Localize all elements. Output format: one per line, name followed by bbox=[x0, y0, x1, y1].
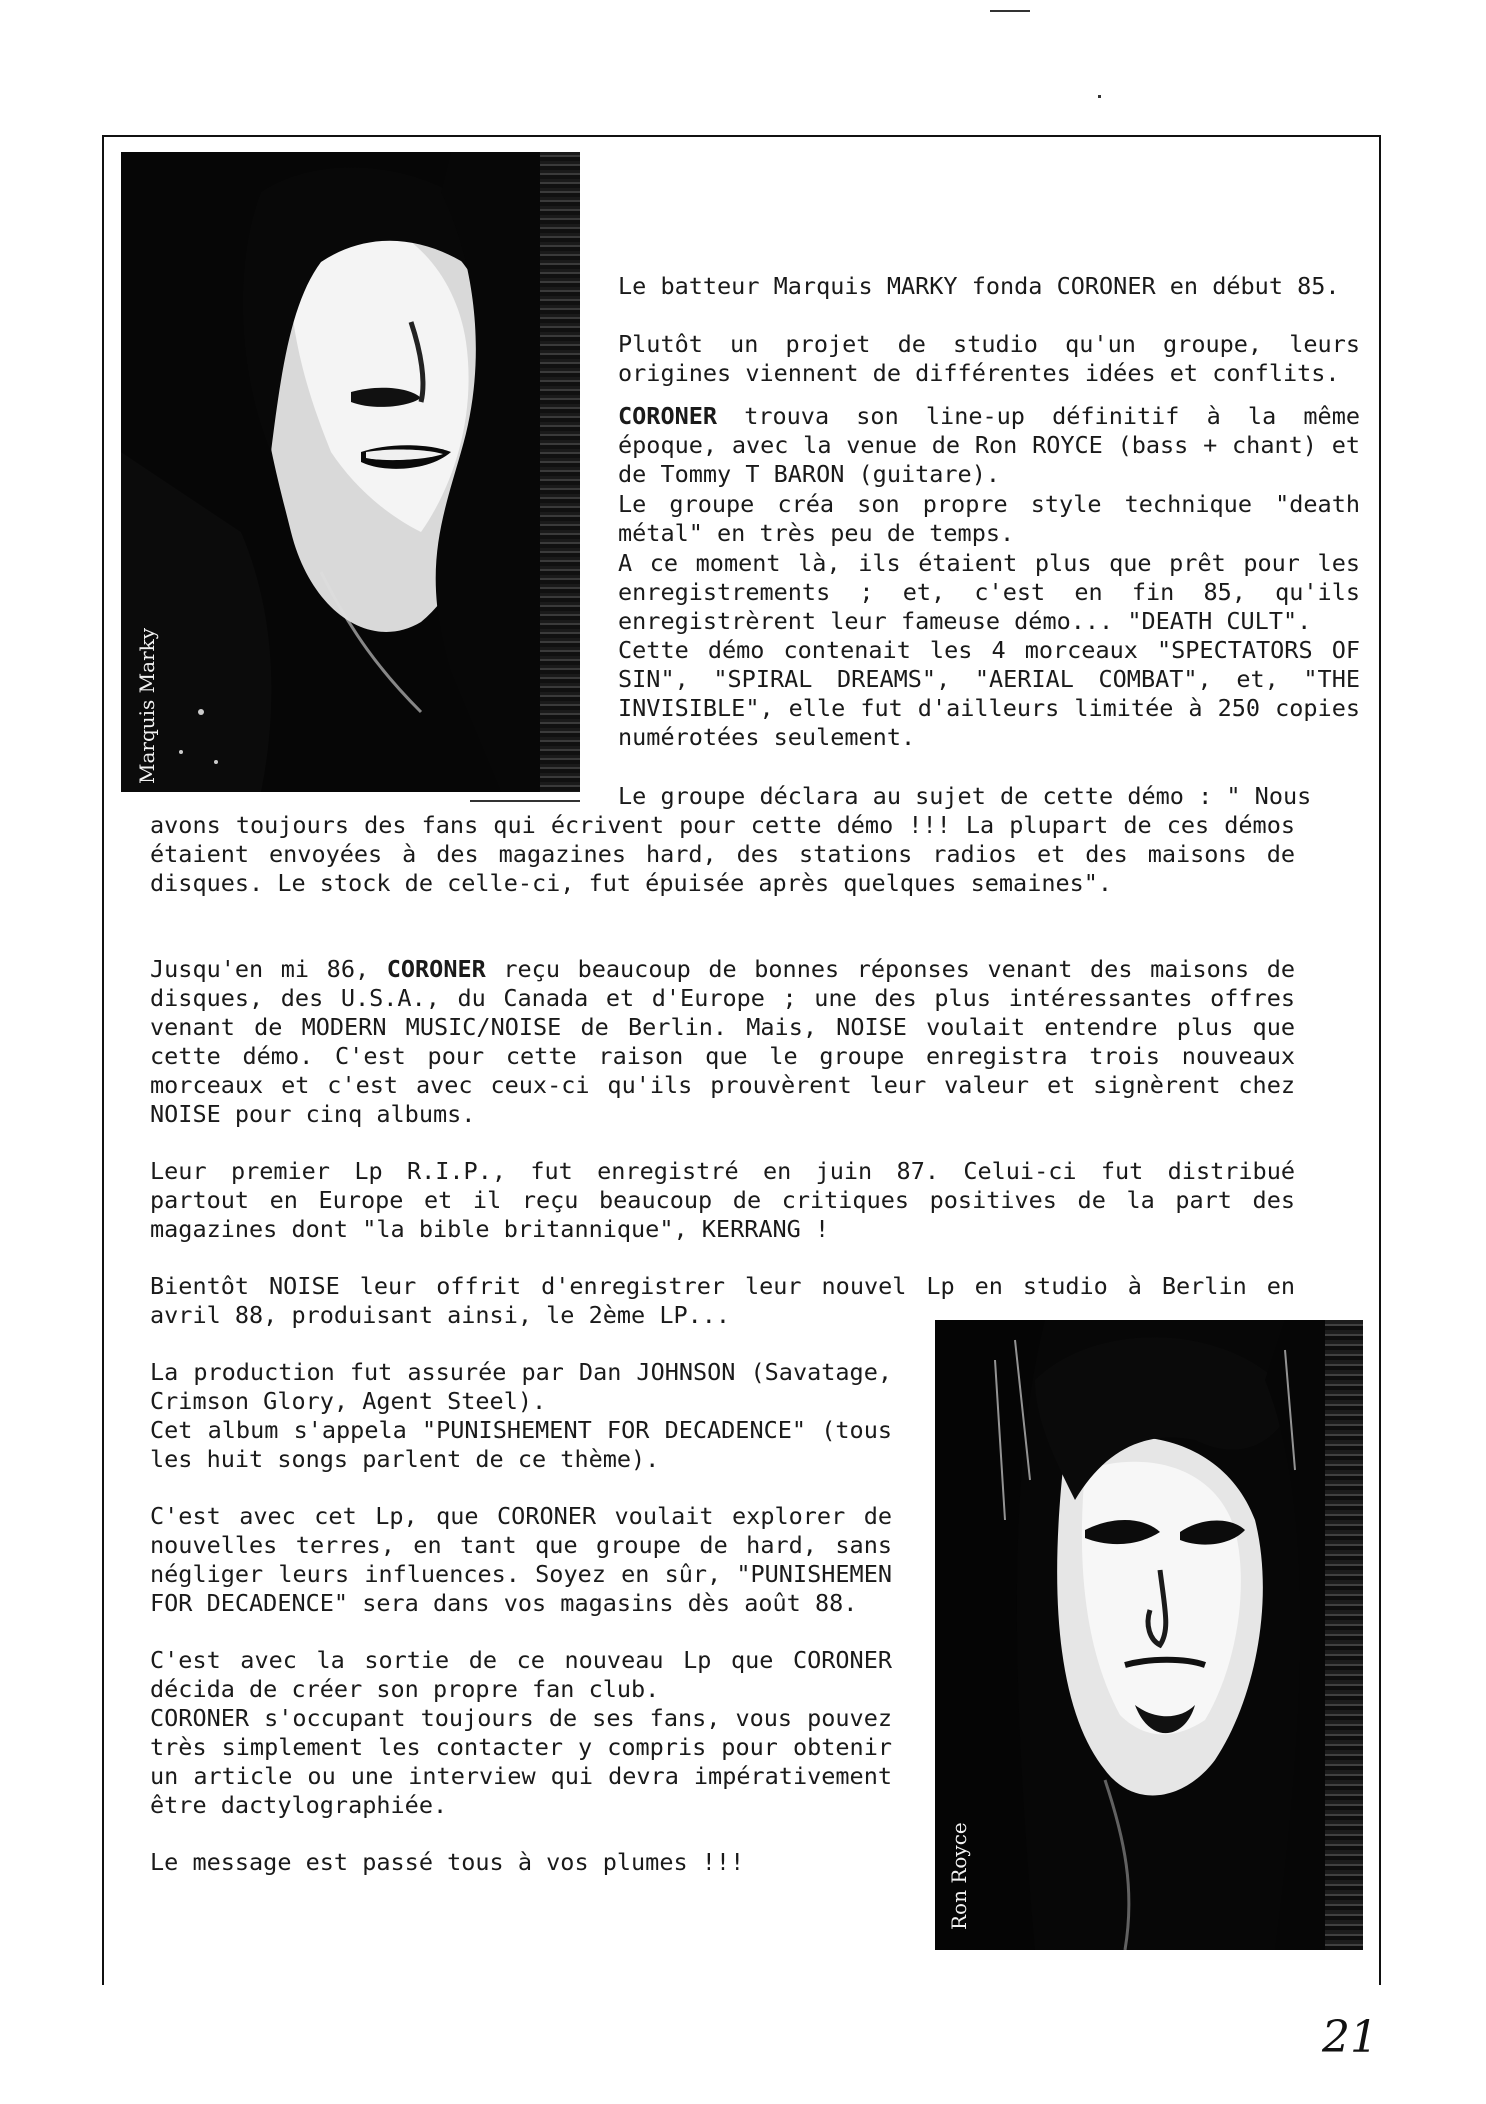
paragraph-quote-start: Le groupe déclara au sujet de cette démo : " Nous bbox=[618, 782, 1312, 810]
band-name-2: CORONER bbox=[386, 955, 486, 983]
paragraph-contact: CORONER s'occupant toujours de ses fans, vous pouvez très simplement les contacter y compris pour obtenir un article ou une interview qui devra impérativement être dactylographiée. bbox=[150, 1704, 892, 1819]
paragraph-second-lp: Bientôt NOISE leur offrit d'enregistrer leur nouvel Lp en studio à Berlin en avril 88, produisant ainsi, le 2ème LP... bbox=[150, 1272, 1295, 1329]
paragraph-demo: A ce moment là, ils étaient plus que prêt pour les enregistrements ; et, c'est en fin 85, qu'ils enregistrèrent leur fameuse démo... "DEATH CULT". bbox=[618, 549, 1360, 635]
paragraph-production: La production fut assurée par Dan JOHNSON (Savatage, Crimson Glory, Agent Steel). bbox=[150, 1358, 892, 1415]
scan-mark bbox=[1098, 95, 1101, 98]
portrait-marky-image bbox=[121, 152, 579, 792]
photo-ron-royce bbox=[935, 1320, 1363, 1950]
caption-underline bbox=[470, 800, 580, 802]
photo-film-strip-2 bbox=[1325, 1320, 1363, 1950]
paragraph-origins: Plutôt un projet de studio qu'un groupe, leurs origines viennent de différentes idées et conflits. bbox=[618, 330, 1360, 387]
paragraph-intro: Le batteur Marquis MARKY fonda CORONER en début 85. bbox=[618, 272, 1340, 300]
paragraph-fan-club: C'est avec la sortie de ce nouveau Lp que CORONER décida de créer son propre fan club. bbox=[150, 1646, 892, 1703]
band-name: CORONER bbox=[618, 402, 718, 430]
contract-text-start: Jusqu'en mi 86, bbox=[150, 955, 387, 983]
paragraph-tracks: Cette démo contenait les 4 morceaux "SPECTATORS OF SIN", "SPIRAL DREAMS", "AERIAL COMBAT", et, "THE INVISIBLE", elle fut d'ailleurs limitée à 250 copies numérotées seulement. bbox=[618, 636, 1360, 751]
photo-marquis-marky bbox=[121, 152, 579, 792]
paragraph-lineup bbox=[618, 402, 1360, 489]
paragraph-first-lp: Leur premier Lp R.I.P., fut enregistré en juin 87. Celui-ci fut distribué partout en Europe et il reçu beaucoup de critiques positives de la part des magazines dont "la bible britannique", KERRANG ! bbox=[150, 1157, 1295, 1243]
page-number: 21 bbox=[1322, 2012, 1378, 2063]
paragraph-album: Cet album s'appela "PUNISHEMENT FOR DECADENCE" (tous les huit songs parlent de ce thème). bbox=[150, 1416, 892, 1473]
portrait-royce-image bbox=[935, 1320, 1363, 1950]
paragraph-style: Le groupe créa son propre style technique "death métal" en très peu de temps. bbox=[618, 490, 1360, 547]
scan-mark bbox=[990, 10, 1030, 12]
paragraph-explore: C'est avec cet Lp, que CORONER voulait explorer de nouvelles terres, en tant que groupe de hard, sans négliger leurs influences. Soyez en sûr, "PUNISHEMEN FOR DECADENCE" sera dans vos magasins dès août 88. bbox=[150, 1502, 892, 1617]
lineup-text: trouva son line-up définitif à la même époque, avec la venue de Ron ROYCE (bass + chant) et de Tommy T BARON (guitare). bbox=[618, 402, 1360, 488]
contract-text: reçu beaucoup de bonnes réponses venant des maisons de disques, des U.S.A., du Canada et d'Europe ; une des plus intéressantes offres venant de MODERN MUSIC/NOISE de Berlin. Mais, NOISE voulait entendre plus que cette démo. C'est pour cette raison que le groupe enregistra trois nouveaux morceaux et c'est avec ceux-ci qu'ils prouvèrent leur valeur et signèrent chez NOISE pour cinq albums. bbox=[150, 955, 1295, 1128]
photo-caption-marky: Marquis Marky bbox=[135, 627, 159, 784]
photo-film-strip bbox=[540, 152, 580, 792]
paragraph-quote: avons toujours des fans qui écrivent pour cette démo !!! La plupart de ces démos étaient envoyées à des magazines hard, des stations radios et des maisons de disques. Le stock de celle-ci, fut épuisée après quelques semaines". bbox=[150, 811, 1295, 897]
paragraph-closing: Le message est passé tous à vos plumes !!! bbox=[150, 1848, 745, 1876]
photo-caption-royce: Ron Royce bbox=[947, 1822, 971, 1930]
paragraph-contract bbox=[150, 955, 1295, 1129]
